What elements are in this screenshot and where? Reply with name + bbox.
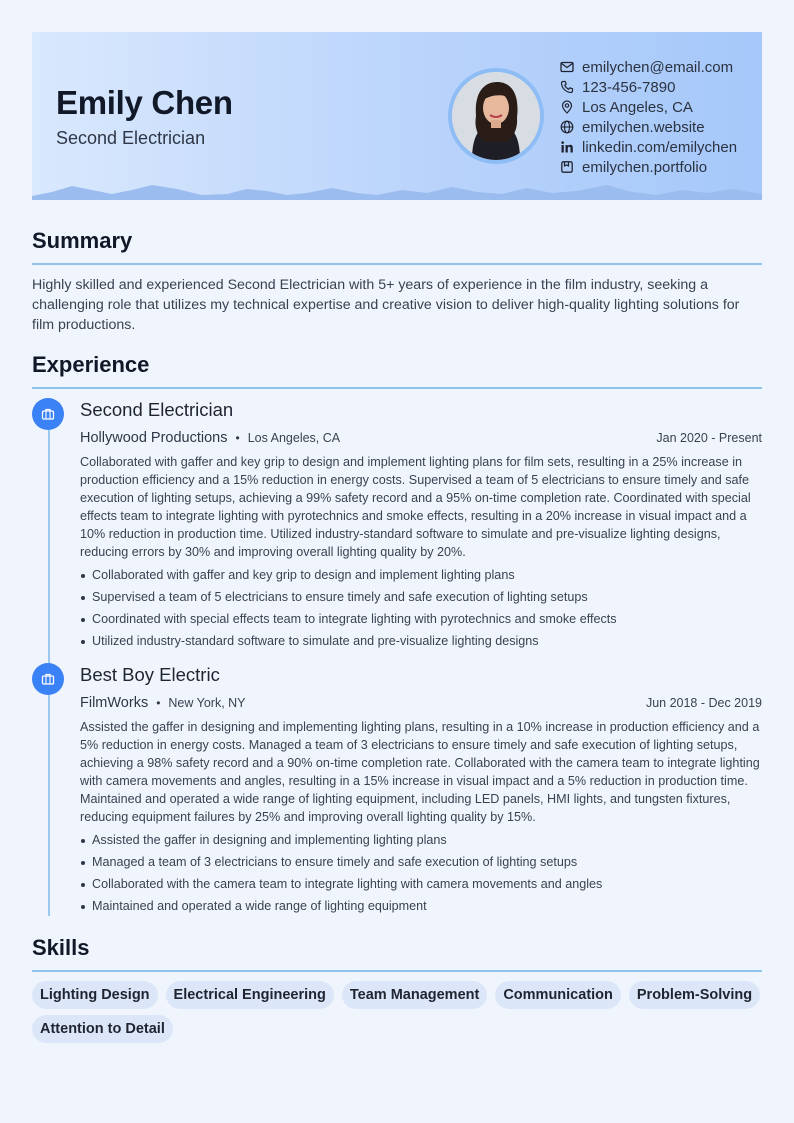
skill-chip: Problem-Solving bbox=[629, 981, 760, 1009]
list-item: Assisted the gaffer in designing and implementing lighting plans bbox=[80, 829, 762, 851]
skills-divider bbox=[32, 970, 762, 972]
job-location: New York, NY bbox=[168, 696, 246, 710]
list-item: Maintained and operated a wide range of lighting equipment bbox=[80, 895, 762, 917]
job-description: Assisted the gaffer in designing and implementing lighting plans, resulting in a 10% increase in production efficiency and a 5% reduction in energy costs. Managed a team of 3 electricians to ensure timely and safe execution of lighting setups, achieving a 98% safety record and a 90% on-time completion rate. Collaborated with the camera team to integrate lighting with camera movements and angles, resulting in a 15% increase in visual impact and a 5% reduction in production time. Maintained and operated a wide range of lighting equipment, including LED panels, HMI lights, and tungsten fixtures, reducing equipment failures by 25% and improving overall lighting quality by 15%. bbox=[80, 720, 760, 824]
job-marker bbox=[32, 663, 64, 695]
candidate-name: Emily Chen bbox=[56, 84, 233, 121]
portfolio-icon bbox=[560, 160, 574, 174]
contact-email-text: emilychen@email.com bbox=[582, 58, 734, 76]
job-dates: Jan 2020 - Present bbox=[656, 431, 762, 445]
job-company: Hollywood Productions bbox=[80, 430, 228, 446]
contact-linkedin[interactable] bbox=[560, 137, 737, 157]
portrait-photo bbox=[452, 72, 540, 160]
resume-header bbox=[32, 32, 762, 200]
list-item: Managed a team of 3 electricians to ensure timely and safe execution of lighting setups bbox=[80, 851, 762, 873]
email-icon bbox=[560, 60, 574, 74]
linkedin-icon bbox=[560, 140, 574, 154]
skills-heading: Skills bbox=[32, 935, 90, 960]
experience-divider bbox=[32, 387, 762, 389]
job-dates: Jun 2018 - Dec 2019 bbox=[645, 696, 762, 710]
contact-list bbox=[560, 57, 737, 177]
job-entry bbox=[80, 399, 762, 652]
summary-heading: Summary bbox=[32, 228, 133, 253]
contact-phone-text: 123-456-7890 bbox=[582, 78, 676, 96]
job-meta bbox=[80, 425, 762, 451]
contact-location-text: Los Angeles, CA bbox=[582, 98, 693, 116]
contact-location bbox=[560, 97, 737, 117]
list-item: Utilized industry-standard software to simulate and pre-visualize lighting designs bbox=[80, 630, 762, 652]
job-description: Collaborated with gaffer and key grip to design and implement lighting plans for film sets, resulting in a 25% increase in production efficiency and a 15% reduction in energy costs. Supervised a team of 5 electricians to ensure timely and safe execution of lighting setups, achieving a 99% safety record and a 95% on-time completion rate. Coordinated with special effects team to integrate lighting with pyrotechnics and smoke effects, resulting in a 20% increase in visual impact and a 10% reduction in production time. Utilized industry-standard software to simulate and pre-visualize lighting designs, reducing errors by 30% and improving overall lighting quality by 20%. bbox=[80, 455, 751, 559]
skill-chip: Team Management bbox=[342, 981, 487, 1009]
list-item: Coordinated with special effects team to integrate lighting with pyrotechnics and smoke effects bbox=[80, 608, 762, 630]
separator-dot: • bbox=[235, 431, 240, 445]
job-meta bbox=[80, 690, 762, 716]
summary-text: Highly skilled and experienced Second Electrician with 5+ years of experience in the film industry, seeking a challenging role that utilizes my technical expertise and creative vision to deliver high-quality lighting solutions for film productions. bbox=[32, 277, 740, 333]
briefcase-icon bbox=[41, 672, 55, 686]
profile-photo bbox=[448, 68, 544, 164]
phone-icon bbox=[560, 80, 574, 94]
experience-heading: Experience bbox=[32, 352, 150, 377]
list-item: Collaborated with the camera team to integrate lighting with camera movements and angles bbox=[80, 873, 762, 895]
globe-icon bbox=[560, 120, 574, 134]
header-wave-decoration bbox=[32, 184, 762, 200]
contact-portfolio-text: emilychen.portfolio bbox=[582, 158, 708, 176]
list-item: Collaborated with gaffer and key grip to design and implement lighting plans bbox=[80, 564, 762, 586]
job-bullets bbox=[80, 829, 762, 917]
skill-chip: Communication bbox=[495, 981, 621, 1009]
contact-email[interactable] bbox=[560, 57, 737, 77]
job-marker bbox=[32, 398, 64, 430]
skill-chip: Attention to Detail bbox=[32, 1015, 173, 1043]
skill-chip: Lighting Design bbox=[32, 981, 158, 1009]
contact-phone[interactable] bbox=[560, 77, 737, 97]
briefcase-icon bbox=[41, 407, 55, 421]
separator-dot: • bbox=[156, 696, 161, 710]
skills-list bbox=[32, 981, 762, 1043]
contact-portfolio[interactable] bbox=[560, 157, 737, 177]
skill-chip: Electrical Engineering bbox=[166, 981, 334, 1009]
job-company: FilmWorks bbox=[80, 695, 149, 711]
contact-linkedin-text: linkedin.com/emilychen bbox=[582, 138, 738, 156]
list-item: Supervised a team of 5 electricians to ensure timely and safe execution of lighting setups bbox=[80, 586, 762, 608]
candidate-title: Second Electrician bbox=[56, 128, 206, 148]
job-location: Los Angeles, CA bbox=[247, 431, 341, 445]
summary-divider bbox=[32, 263, 762, 265]
contact-website-text: emilychen.website bbox=[582, 118, 705, 136]
location-pin-icon bbox=[560, 100, 574, 114]
contact-website[interactable] bbox=[560, 117, 737, 137]
job-title: Best Boy Electric bbox=[80, 664, 220, 685]
job-bullets bbox=[80, 564, 762, 652]
job-entry bbox=[80, 664, 762, 917]
job-title: Second Electrician bbox=[80, 399, 234, 420]
